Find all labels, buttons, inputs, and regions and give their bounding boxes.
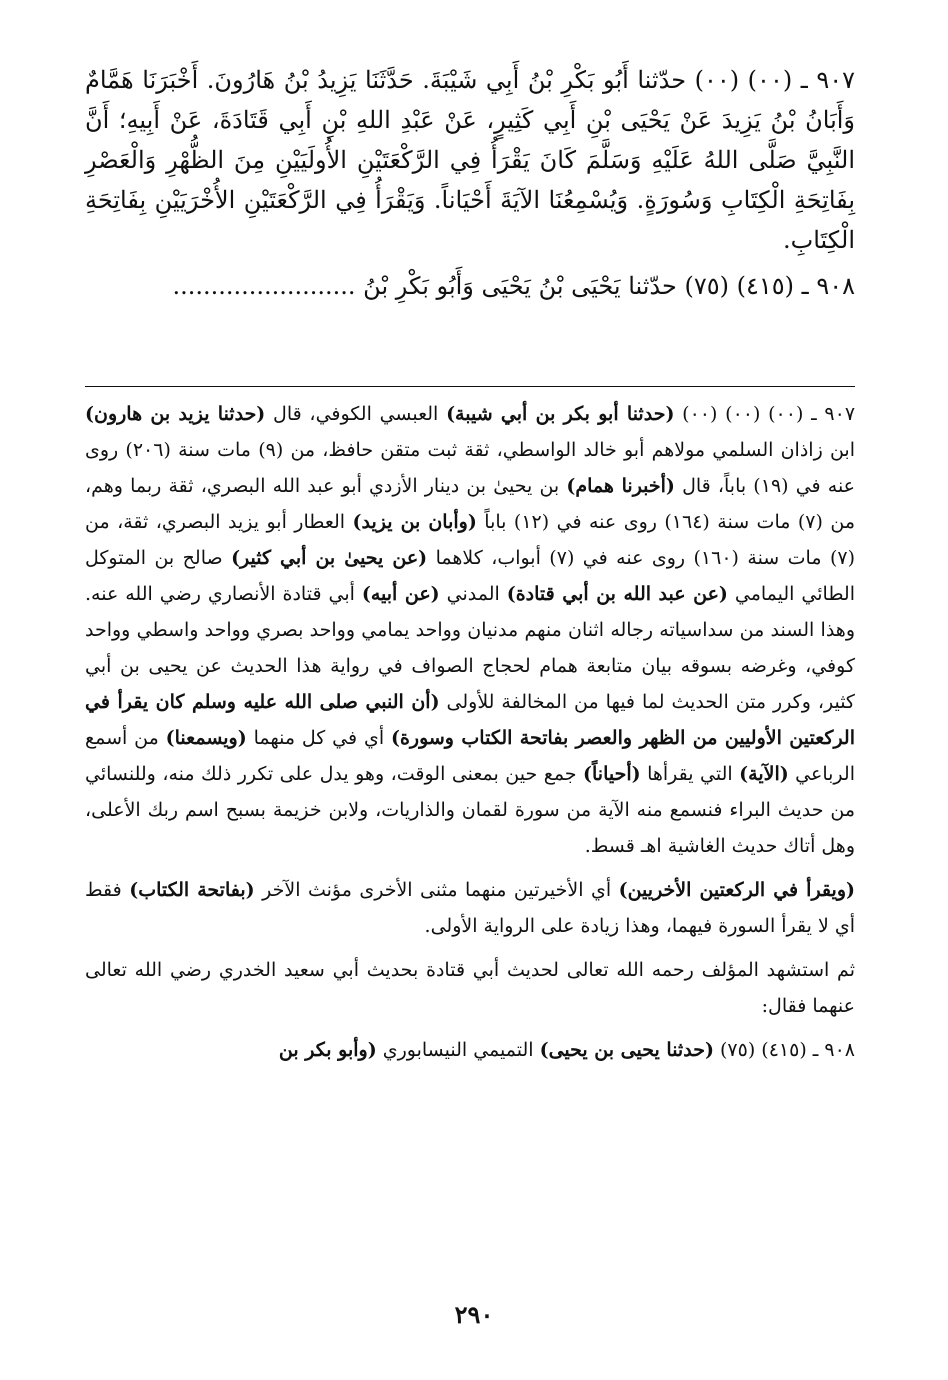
commentary-text: وهذا السند من سداسياته رجاله اثنان منهم مدنيان وواحد يمامي وواحد بصري وواحد واسطي وواحد كوفي، وغرضه بسوقه بيان متابعة همام لحجاج الصواف في رواية هذا الحديث عن يحيى بن أبي كثير، وكرر متن الحديث لما فيها من المخالفة للأولى (85, 619, 855, 713)
commentary-text: أي الأخيرتين منهما مثنى الأخرى مؤنث الآخر (254, 879, 619, 901)
commentary-text: التي يقرأها (640, 763, 740, 785)
bold-quote: (أخبرنا همام) (566, 475, 675, 497)
hadith-908: ٩٠٨ ـ (٤١٥) (٧٥) حدّثنا يَحْيَى بْنُ يَحْيَى وَأَبُو بَكْرِ بْنُ ........................ (172, 272, 855, 300)
commentary-text: ٩٠٨ ـ (٤١٥) (٧٥) (713, 1039, 855, 1061)
bold-quote: (أحياناً) (583, 763, 641, 785)
bold-quote: (عن أبيه) (361, 583, 440, 605)
hadith-text (85, 60, 855, 306)
commentary-text: بن يحيىٰ بن دينار الأزدي أبو عبد الله البصري، ثقة ربما وهم، من (٧) مات سنة (١٦٤) روى عنه في (١٢) باباً (85, 475, 856, 533)
footnote-divider (85, 386, 855, 387)
bold-quote: (وأبان بن يزيد) (352, 511, 477, 533)
commentary-text: جمع حين بمعنى الوقت، وهو يدل على تكرر ذلك منه، وللنسائي من حديث البراء فنسمع منه الآية من سورة لقمان والذاريات، ولابن خزيمة بسبح اسم ربك الأعلى، وهل أتاك حديث الغاشية اهـ قسط. (85, 763, 855, 857)
bold-quote: (بفاتحة الكتاب) (129, 879, 255, 901)
bold-quote: (حدثنا يزيد بن هارون) (85, 403, 266, 425)
bold-quote: (حدثنا أبو بكر بن أبي شيبة) (446, 403, 675, 425)
bold-quote: (عن يحيىٰ بن أبي كثير) (231, 547, 428, 569)
bold-quote: (عن عبد الله بن أبي قتادة) (506, 583, 728, 605)
commentary-text: العبسي الكوفي، قال (265, 403, 447, 425)
bold-quote: (أن النبي صلى الله عليه وسلم كان يقرأ في الركعتين الأوليين من الظهر والعصر بفاتحة الكتاب وسورة) (85, 691, 855, 749)
commentary-text: التميمي النيسابوري (376, 1039, 540, 1061)
commentary-paragraph (85, 396, 855, 864)
commentary-text: من أسمع الرباعي (85, 727, 855, 785)
bold-quote: (ويقرأ في الركعتين الأخريين) (618, 879, 855, 901)
commentary-text: ٩٠٧ ـ (٠٠) (٠٠) (٠٠) (674, 403, 856, 425)
commentary-text: أي في كل منهما (246, 727, 391, 749)
page-number: ٢٩٠ (454, 1300, 494, 1329)
bold-quote: (وأبو بكر بن (278, 1039, 377, 1061)
bold-quote: (ويسمعنا) (165, 727, 247, 749)
commentary-text: فقط أي لا يقرأ السورة فيهما، وهذا زيادة على الرواية الأولى. (85, 879, 855, 937)
commentary-text: صالح بن المتوكل الطائي اليمامي (85, 547, 855, 605)
commentary-text: ابن زاذان السلمي مولاهم أبو خالد الواسطي، ثقة ثبت متقن حافظ، من (٩) مات سنة (٢٠٦) روى عنه في (١٩) باباً، قال (85, 439, 856, 497)
commentary (85, 396, 855, 1068)
commentary-text: ثم استشهد المؤلف رحمه الله تعالى لحديث أبي قتادة بحديث أبي سعيد الخدري رضي الله تعالى عنهما فقال: (85, 959, 855, 1017)
commentary-text: أبي قتادة الأنصاري رضي الله عنه. (85, 583, 362, 605)
commentary-text: المدني (439, 583, 507, 605)
commentary-text: العطار أبو يزيد البصري، ثقة، من (٧) مات سنة (١٦٠) روى عنه في (٧) أبواب، كلاهما (85, 511, 856, 569)
hadith-907: ٩٠٧ ـ (٠٠) (٠٠) حدّثنا أَبُو بَكْرِ بْنُ أَبِي شَيْبَةَ. حَدَّثَنَا يَزِيدُ بْنُ هَارُونَ. أَخْبَرَنَا هَمَّامٌ وَأَبَانُ بْنُ يَزِيدَ عَنْ يَحْيَى بْنِ أَبِي كَثِيرٍ، عَنْ عَبْدِ اللهِ بْنِ أَبِي قَتَادَةَ، عَنْ أَبِيهِ؛ أَنَّ النَّبِيَّ صَلَّى اللهُ عَلَيْهِ وَسَلَّمَ كَانَ يَقْرَأُ فِي الرَّكْعَتَيْنِ الأُولَيَيْنِ مِنَ الظُّهْرِ وَالْعَصْرِ بِفَاتِحَةِ الْكِتَابِ وَسُورَةٍ. وَيُسْمِعُنَا الآيَةَ أَحْيَاناً. وَيَقْرَأُ فِي الرَّكْعَتَيْنِ الأُخْرَيَيْنِ بِفَاتِحَةِ الْكِتَابِ. (85, 66, 856, 254)
commentary-paragraph (85, 1032, 855, 1068)
bold-quote: (الآية) (739, 763, 789, 785)
bold-quote: (حدثنا يحيى بن يحيى) (539, 1039, 714, 1061)
commentary-paragraph (85, 872, 855, 944)
commentary-paragraph (85, 952, 855, 1024)
